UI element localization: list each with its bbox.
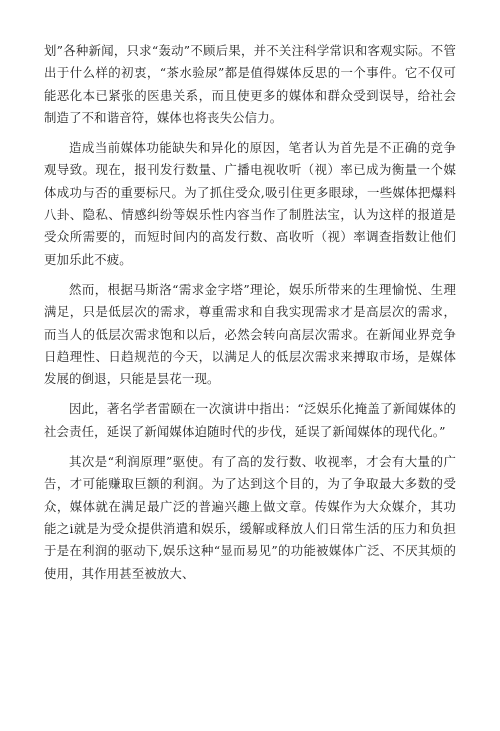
paragraph-4: 因此，著名学者雷颐在一次演讲中指出：“泛娱乐化掩盖了新闻媒体的社会责任，延误了新闻媒体迫随时代的步伐，延误了新闻媒体的现代化。” [44, 401, 456, 439]
document-page [44, 40, 456, 593]
paragraph-3: 然而，根据马斯洛“需求金字塔”理论，娱乐所带来的生理愉悦、生理满足，只是低层次的需求，尊重需求和自我实现需求才是高层次的需求，而当人的低层次需求饱和以后，必然会转向高层次需求。在新闻业界竞争日趋理性、日趋规范的今天，以满足人的低层次需求来搏取市场，是媒体发展的倒退，只能是昙花一现。 [44, 281, 456, 387]
paragraph-5: 其次是“利润原理”驱使。有了高的发行数、收视率，才会有大量的广告，才可能赚取巨额的利润。为了达到这个目的，为了争取最大多数的受众，媒体就在满足最广泛的普遍兴趣上做文章。传媒作为大众媒介，其功能之i就是为受众提供消遣和娱乐，缓解或释放人们日常生活的压力和负担于是在利润的驱动下,娱乐这种“显而易见”的功能被媒体广泛、不厌其烦的使用，其作用甚至被放大、 [44, 454, 456, 581]
paragraph-2: 造成当前媒体功能缺失和异化的原因，笔者认为首先是不正确的竞争观导致。现在，报刊发行数量、广播电视收听（视）率已成为衡量一个媒体成功与否的重要标尺。为了抓住受众,吸引住更多眼球，一些媒体把爆料八卦、隐私、情感纠纷等娱乐性内容当作了制胜法宝，认为这样的报道是受众所需要的，而短时间内的高发行数、高收听（视）率调查指数让他们更加乐此不疲。 [44, 140, 456, 267]
paragraph-1: 划”各种新闻，只求“轰动”不顾后果，并不关注科学常识和客观实际。不管出于什么样的初衷，“茶水验尿”都是值得媒体反思的一个事件。它不仅可能恶化本已紧张的医患关系，而且使更多的媒体和群众受到误导，给社会制造了不和谐音符，媒体也将丧失公信力。 [44, 43, 456, 125]
